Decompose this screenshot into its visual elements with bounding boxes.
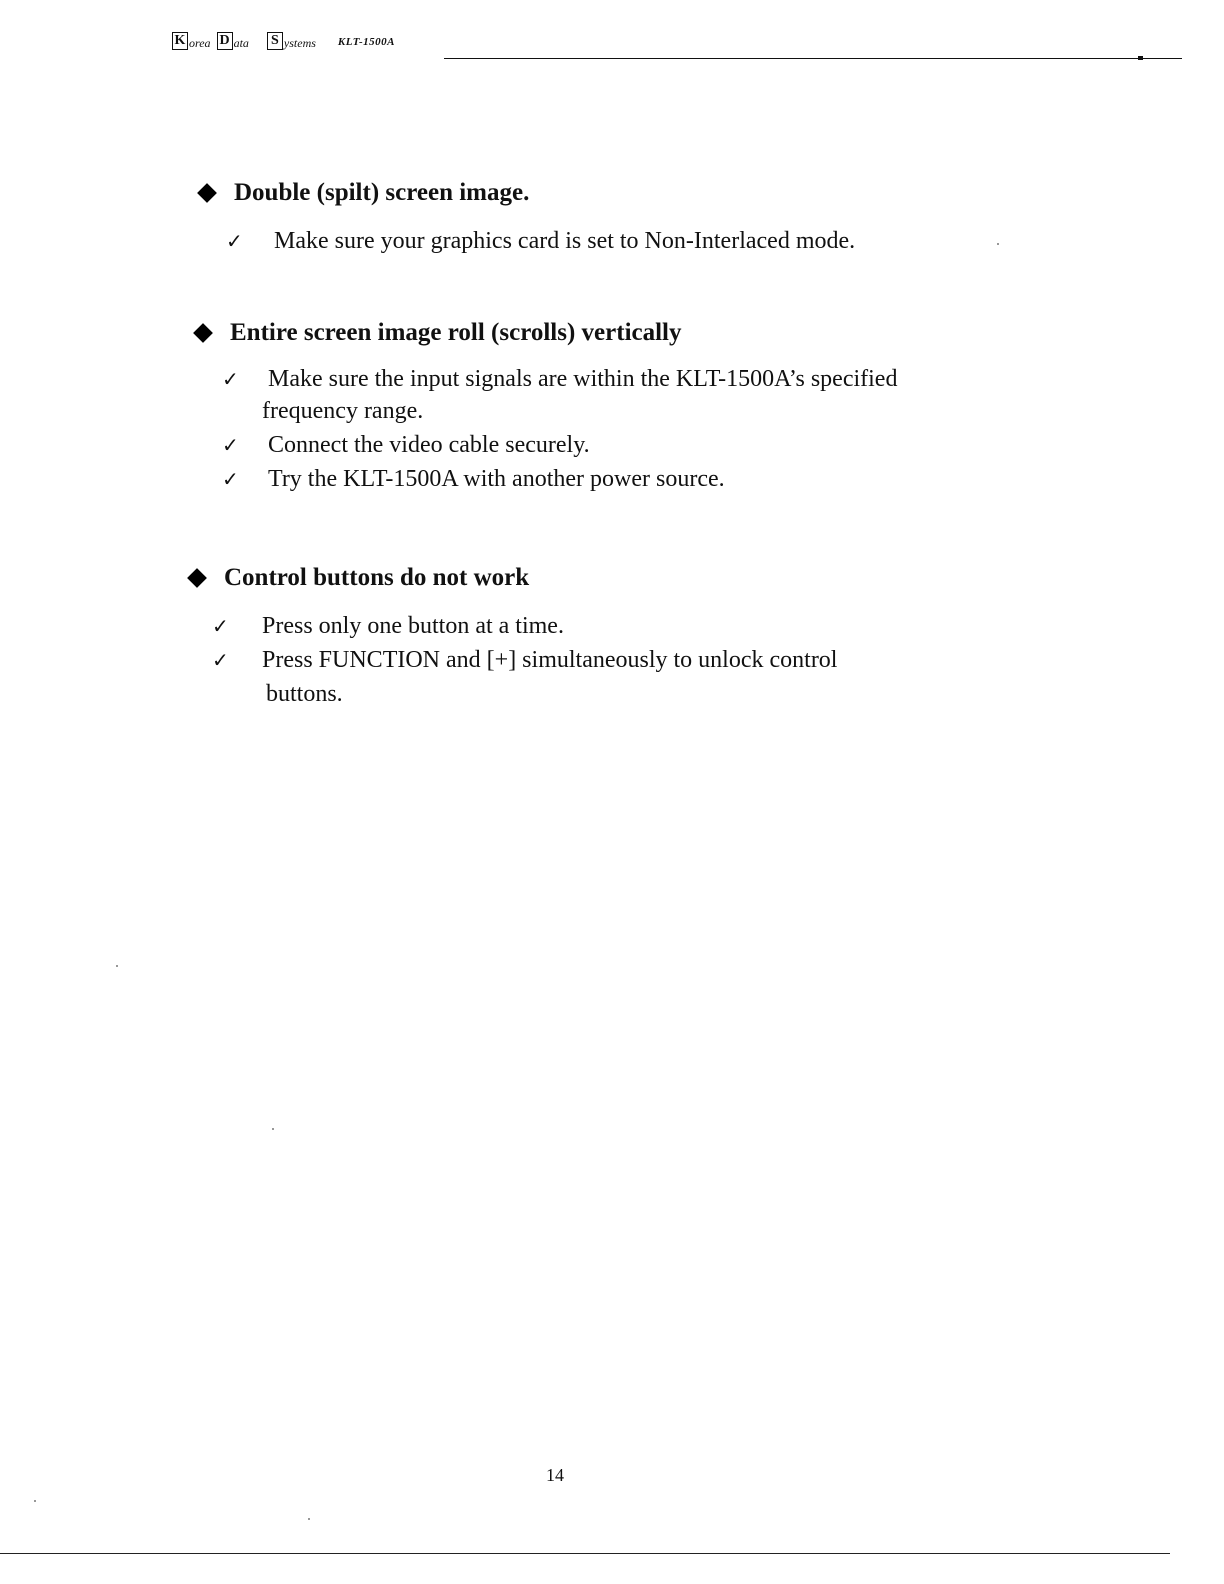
scan-speck [34,1500,36,1502]
checkmark-icon: ✓ [212,648,229,672]
scan-speck [308,1518,310,1520]
list-item-text: Press FUNCTION and [+] simultaneously to unlock control [262,647,838,673]
section-heading-text: Entire screen image roll (scrolls) vertically [230,319,682,346]
checkmark-icon: ✓ [212,614,229,638]
list-item-continuation: buttons. [266,681,343,707]
checkmark-icon: ✓ [226,229,243,253]
scan-speck [997,243,999,245]
list-item-text: Make sure your graphics card is set to Non-Interlaced mode. [274,228,856,254]
section-heading [200,178,1020,208]
section-heading-text: Double (spilt) screen image. [234,179,530,206]
page-number: 14 [546,1465,564,1485]
header-model-label: KLT-1500A [337,36,395,48]
list-item [222,462,1026,496]
list-item [212,609,1020,643]
list-item [226,224,1020,258]
logo-word-data [217,32,249,50]
checkmark-icon: ✓ [222,467,239,491]
corner-mark [1138,56,1143,60]
list-item-text: Make sure the input signals are within the KLT-1500A’s specified [268,366,898,392]
logo-initial-k: K [172,32,188,50]
section-double-screen [200,178,1020,258]
scan-speck [272,1128,274,1130]
section-heading [190,563,1020,593]
list-item-text: Press only one button at a time. [262,613,564,639]
list-item-continuation: frequency range. [262,398,424,424]
diamond-bullet-icon [187,568,207,588]
list-item [222,362,1026,428]
logo-initial-s: S [267,32,283,50]
list-item-text: Connect the video cable securely. [268,432,590,458]
section-heading-text: Control buttons do not work [224,564,530,591]
section-heading [196,318,1026,348]
scan-speck [116,965,118,967]
checkmark-icon: ✓ [222,367,239,391]
page-header [172,30,1012,64]
company-logo [172,32,395,50]
logo-word-systems [267,32,316,50]
diamond-bullet-icon [197,183,217,203]
list-item [212,643,1020,711]
header-rule [444,58,1182,59]
list-item [222,428,1026,462]
footer-rule [0,1553,1170,1554]
logo-rest-korea: orea [189,36,211,50]
logo-word-korea [172,32,211,50]
list-item-text: Try the KLT-1500A with another power source. [268,466,725,492]
logo-rest-data: ata [233,36,249,50]
logo-initial-d: D [217,32,233,50]
logo-rest-systems: ystems [283,36,316,50]
section-control-buttons [190,563,1020,711]
diamond-bullet-icon [193,323,213,343]
checkmark-icon: ✓ [222,433,239,457]
checklist [226,224,1020,258]
section-vertical-roll [196,318,1026,496]
checklist [212,609,1020,711]
checklist [222,362,1026,496]
